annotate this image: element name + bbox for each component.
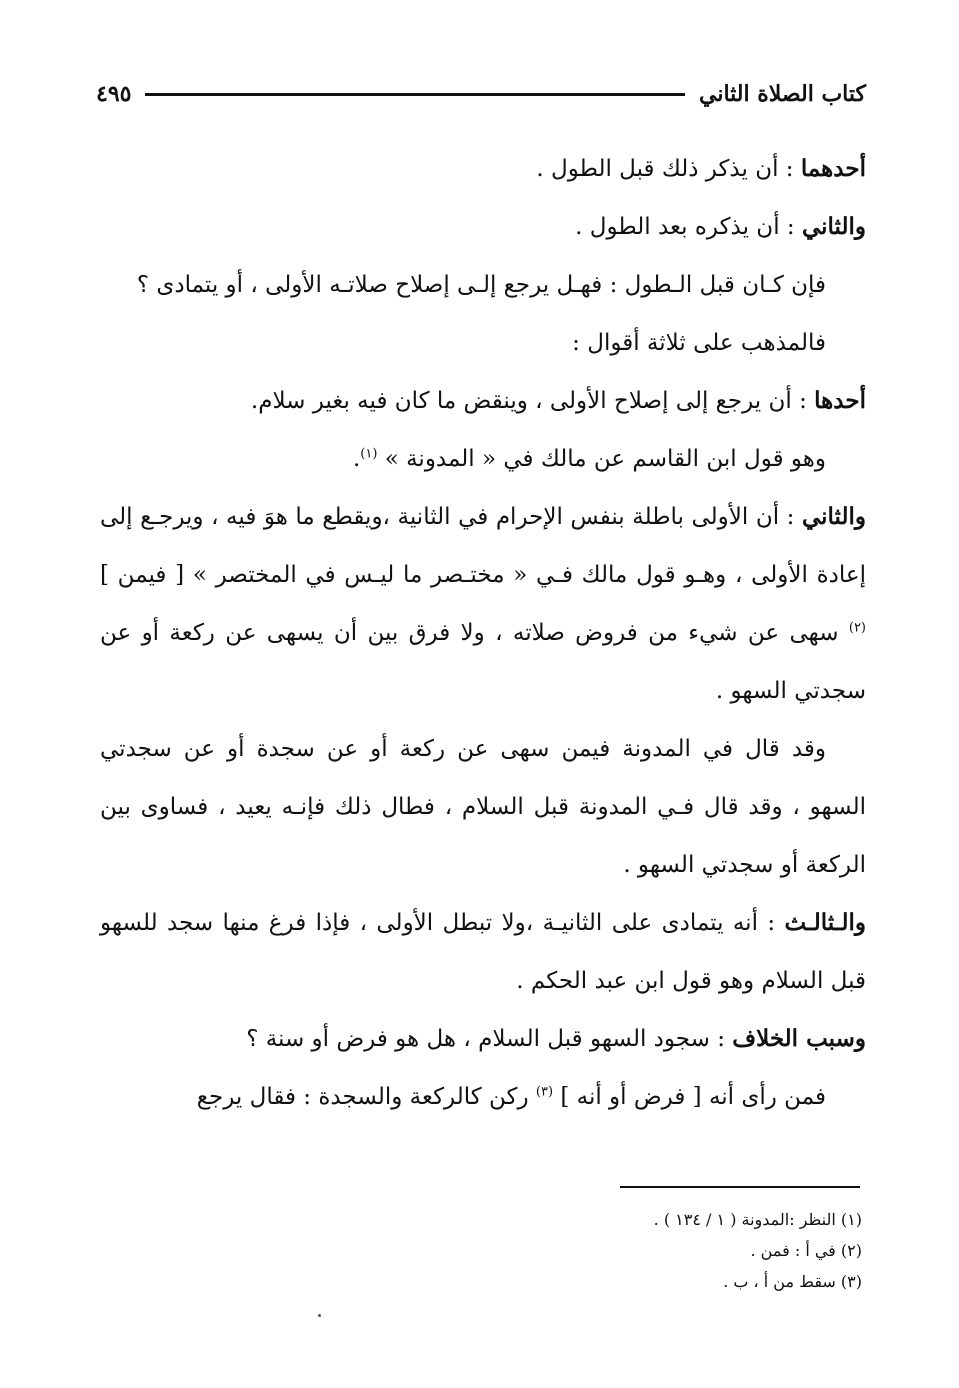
paragraph-text: : أن يذكره بعد الطول .	[575, 214, 802, 240]
paragraph-text: فإن كـان قبل الـطول : فهـل يرجع إلـى إصلاح صلاتـه الأولى ، أو يتمادى ؟	[136, 272, 826, 298]
paragraph-text: وهو قول ابن القاسم عن مالك في « المدونة »	[384, 446, 826, 472]
paragraph-7	[100, 488, 866, 720]
paragraph-10	[100, 1010, 866, 1068]
paragraph-9	[100, 894, 866, 1010]
header-rule	[145, 93, 685, 96]
paragraph-tail: ركن كالركعة والسجدة : فقال يرجع	[196, 1084, 536, 1110]
paragraph-text: فمن رأى أنه [ فرض أو أنه ]	[560, 1084, 826, 1110]
paragraph-5	[100, 372, 866, 430]
paragraph-text: وقد قال في المدونة فيمن سهى عن ركعة أو عن سجدة أو عن سجدتي السهو ، وقد قال فـي المدونة قبل السلام ، فطال ذلك فإنـه يعيد ، فساوى بين الركعة أو سجدتي السهو .	[100, 736, 866, 878]
running-header	[96, 74, 866, 114]
paragraph-11	[100, 1068, 866, 1126]
paragraph-lead: أحدها	[814, 387, 866, 414]
paragraph-lead: أحدهما	[800, 155, 866, 182]
paragraph-lead: والثاني	[801, 213, 866, 240]
paragraph-8	[100, 720, 866, 894]
main-text	[100, 140, 866, 1126]
paragraph-text: : سجود السهو قبل السلام ، هل هو فرض أو سنة ؟	[246, 1026, 733, 1052]
paragraph-text: : أن الأولى باطلة بنفس الإحرام في الثانية ،ويقطع ما هوَ فيه ، ويرجـع إلى إعادة الأولى ، وهـو قول مالك فـي « مختـصر ما ليـس في المختصر » [ فيمن ]	[100, 504, 866, 588]
paragraph-text: فالمذهب على ثلاثة أقوال :	[572, 330, 826, 356]
paragraph-1	[100, 140, 866, 198]
footnote-ref-1[interactable]: (١)	[360, 446, 378, 462]
paragraph-4	[100, 314, 866, 372]
footnote-1: (١) النظر :المدونة ( ١ / ١٣٤ ) .	[653, 1210, 862, 1229]
footnote-2: (٢) في أ : فمن .	[750, 1241, 862, 1260]
footnote-ref-2[interactable]: (٢)	[848, 620, 866, 636]
scan-speck	[318, 1314, 321, 1317]
paragraph-tail: .	[352, 446, 361, 472]
paragraph-text: : أن يرجع إلى إصلاح الأولى ، وينقض ما كان فيه بغير سلام.	[250, 388, 815, 414]
chapter-title: كتاب الصلاة الثاني	[698, 81, 866, 107]
paragraph-lead: والـثالـث	[784, 909, 866, 936]
footnotes	[400, 1204, 862, 1297]
paragraph-text: : أنه يتمادى على الثانيـة ،ولا تبطل الأولى ، فإذا فرغ منها سجد للسهو قبل السلام وهو قول ابن عبد الحكم .	[100, 910, 866, 994]
paragraph-6	[100, 430, 866, 488]
paragraph-lead: وسبب الخلاف	[732, 1025, 866, 1052]
footnote-3: (٣) سقط من أ ، ب .	[723, 1272, 862, 1291]
paragraph-2	[100, 198, 866, 256]
paragraph-text: : أن يذكر ذلك قبل الطول .	[536, 156, 801, 182]
page-number: ٤٩٥	[96, 81, 132, 107]
paragraph-lead: والثاني	[801, 503, 866, 530]
footnote-ref-3[interactable]: (٣)	[535, 1084, 554, 1100]
footnote-separator	[620, 1186, 860, 1188]
paragraph-3	[100, 256, 866, 314]
paragraph-tail: سهى عن شيء من فروض صلاته ، ولا فرق بين أن يسهى عن ركعة أو عن سجدتي السهو .	[100, 620, 866, 704]
